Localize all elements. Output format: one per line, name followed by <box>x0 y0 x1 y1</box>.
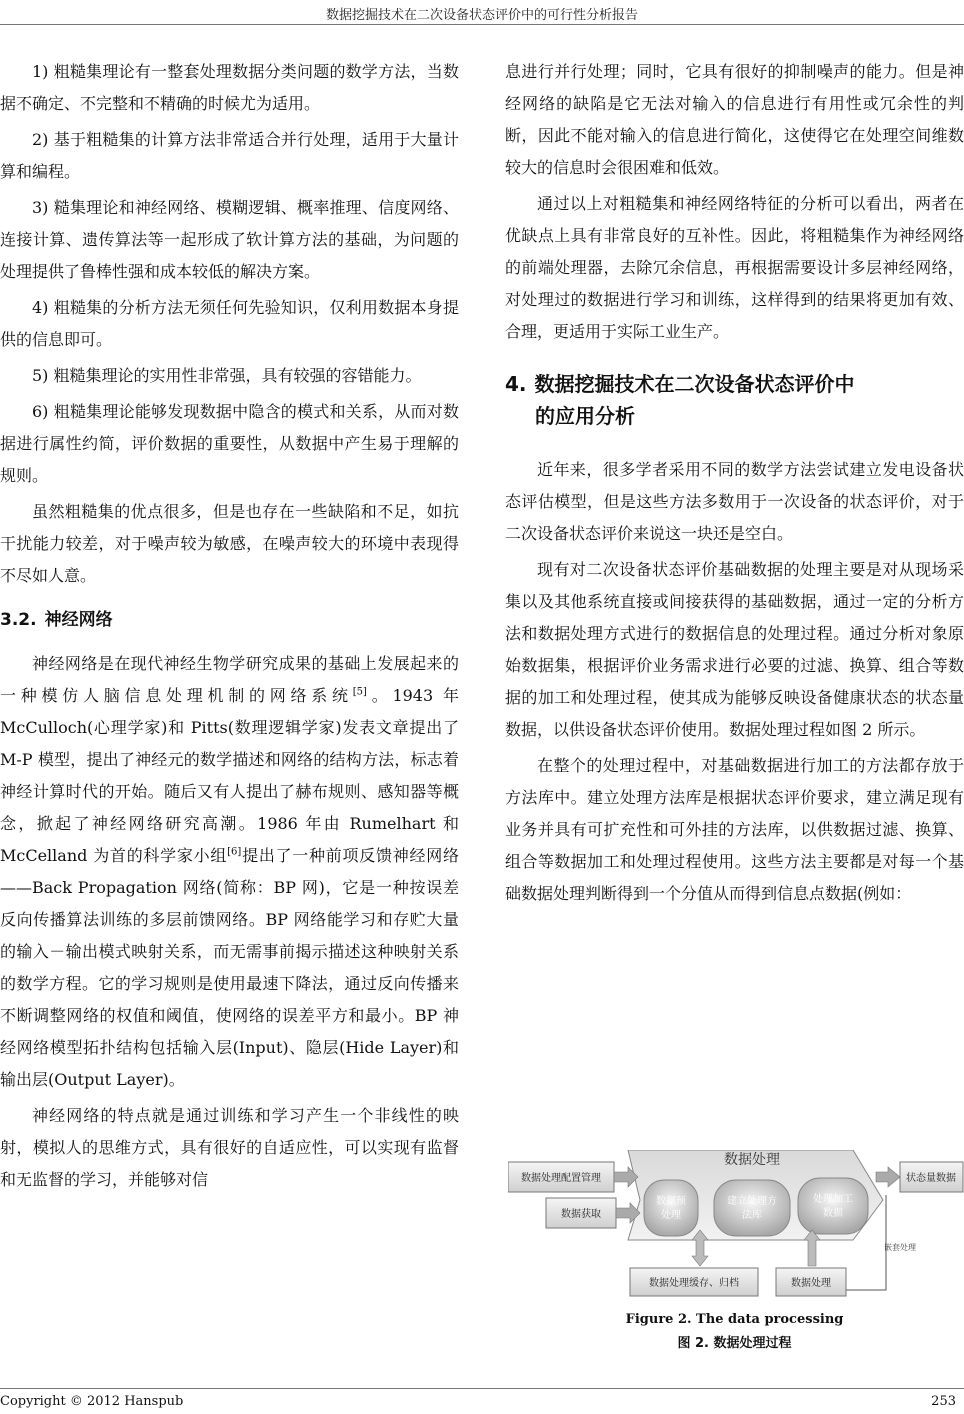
section-heading-3-2 <box>0 606 459 634</box>
citation-ref-5[interactable]: [5] <box>352 686 367 698</box>
section-title-line2: 的应用分析 <box>535 404 635 428</box>
box-config-label: 数据处理配置管理 <box>521 1173 601 1184</box>
figure-caption-zh: 图 2. 数据处理过程 <box>677 1336 792 1351</box>
stage-preprocess <box>644 1180 698 1236</box>
nested-loop-label: 嵌套处理 <box>884 1243 916 1252</box>
section-number: 4. <box>505 372 527 396</box>
stage-process-data <box>798 1178 868 1234</box>
running-header: 数据挖掘技术在二次设备状态评价中的可行性分析报告 <box>325 8 638 23</box>
paragraph-rough-drawbacks: 虽然粗糙集的优点很多，但是也存在一些缺陷和不足，如抗干扰能力较差，对于噪声较为敏感，在噪声较大的环境中表现得不尽如人意。 <box>0 502 459 585</box>
page-number: 253 <box>931 1394 956 1409</box>
text-run: 提出了一种前项反馈神经网络——Back Propagation 网络(简称：BP 网)，它是一种按误差反向传播算法训练的多层前馈网络。BP 网络能学习和存贮大量的输入－输出模式映射关系，而无需事前揭示描述这种映射关系的数学方程。它的学习规则是使用最速下降法，通过反向传播来不断调整网络的权值和阈值，使网络的误差平方和最小。BP 神经网络模型拓扑结构包括输入层(Input)、隐层(Hide Layer)和输出层(Output Layer)。 <box>0 846 459 1089</box>
footer-rule <box>0 1388 964 1389</box>
section-number: 3.2. <box>0 610 37 630</box>
paragraph-method-library: 在整个的处理过程中，对基础数据进行加工的方法都存放于方法库中。建立处理方法库是根据状态评价要求，建立满足现有业务并具有可扩充性和可外挂的方法库，以供数据过滤、换算、组合等数据加工和处理过程使用。这些方法主要都是对每一个基础数据处理判断得到一个分值从而得到信息点数据(例如： <box>505 756 964 903</box>
header-rule <box>0 24 964 25</box>
stage-method-library <box>714 1180 790 1236</box>
paragraph-processing: 现有对二次设备状态评价基础数据的处理主要是对从现场采集以及其他系统直接或间接获得的基础数据，通过一定的分析方法和数据处理方式进行的数据信息的处理过程。通过分析对象原始数据集，根据评价业务需求进行必要的过滤、换算、组合等数据的加工和处理过程，使其成为能够反映设备健康状态的状态量数据，以供设备状态评价使用。数据处理过程如图 2 所示。 <box>505 560 964 739</box>
stage-preprocess-label: 处理 <box>661 1210 681 1221</box>
list-item: 6) 粗糙集理论能够发现数据中隐含的模式和关系，从而对数据进行属性约简，评价数据的重要性，从数据中产生易于理解的规则。 <box>0 402 459 485</box>
list-item: 2) 基于粗糙集的计算方法非常适合并行处理，适用于大量计算和编程。 <box>0 130 459 181</box>
process-title: 数据处理 <box>724 1152 780 1168</box>
stage-preprocess-label: 数据预 <box>656 1196 686 1207</box>
list-item: 5) 粗糙集理论的实用性非常强，具有较强的容错能力。 <box>32 366 422 385</box>
section-title: 神经网络 <box>44 610 113 630</box>
list-item: 4) 粗糙集的分析方法无须任何先验知识，仅利用数据本身提供的信息即可。 <box>0 298 459 349</box>
figure-caption-en: Figure 2. The data processing <box>625 1312 844 1327</box>
box-output-label: 状态量数据 <box>906 1173 956 1184</box>
text-run: 神经网络是在现代神经生物学研究成果的基础上发展起来的一种模仿人脑信息处理机制的网络系统 <box>0 654 459 705</box>
left-column <box>0 56 459 1200</box>
box-acquire-label: 数据获取 <box>561 1209 601 1220</box>
box-cache-label: 数据处理缓存、归档 <box>649 1278 739 1289</box>
stage-library-label: 建立处理方 <box>727 1196 777 1207</box>
stage-library-label: 法库 <box>742 1210 762 1221</box>
paragraph-continued: 息进行并行处理；同时，它具有很好的抑制噪声的能力。但是神经网络的缺陷是它无法对输入的信息进行有用性或冗余性的判断，因此不能对输入的信息进行简化，这使得它在处理空间维数较大的信息时会很困难和低效。 <box>505 62 964 177</box>
list-item: 1) 粗糙集理论有一整套处理数据分类问题的数学方法，当数据不确定、不完整和不精确的时候尤为适用。 <box>0 62 459 113</box>
paragraph-intro: 近年来，很多学者采用不同的数学方法尝试建立发电设备状态评估模型，但是这些方法多数用于一次设备的状态评价，对于二次设备状态评价来说这一块还是空白。 <box>505 460 964 543</box>
section-heading-4 <box>505 368 964 432</box>
paragraph-nn-features: 神经网络的特点就是通过训练和学习产生一个非线性的映射，模拟人的思维方式，具有很好的自适应性，可以实现有监督和无监督的学习，并能够对信 <box>0 1106 459 1189</box>
section-title-line1: 数据挖掘技术在二次设备状态评价中 <box>534 372 855 396</box>
paragraph-summary: 通过以上对粗糙集和神经网络特征的分析可以看出，两者在优缺点上具有非常良好的互补性。因此，将粗糙集作为神经网络的前端处理器，去除冗余信息，再根据需要设计多层神经网络，对处理过的数据进行学习和训练，这样得到的结果将更加有效、合理，更适用于实际工业生产。 <box>505 194 964 341</box>
list-item: 3) 糙集理论和神经网络、模糊逻辑、概率推理、信度网络、连接计算、遗传算法等一起形成了软计算方法的基础，为问题的处理提供了鲁棒性强和成本较低的解决方案。 <box>0 198 459 281</box>
stage-process-label: 数据 <box>823 1208 843 1219</box>
footer-copyright: Copyright © 2012 Hanspub <box>0 1394 184 1409</box>
text-run: 。1943 年 McCulloch(心理学家)和 Pitts(数理逻辑学家)发表文章提出了 M-P 模型，提出了神经元的数学描述和网络的结构方法，标志着神经计算时代的开始。随后又有人提出了赫布规则、感知器等概念，掀起了神经网络研究高潮。1986 年由 Rumelhart 和 McCelland 为首的科学家小组 <box>0 686 459 865</box>
right-column <box>505 56 964 914</box>
citation-ref-6[interactable]: [6] <box>227 846 242 858</box>
box-dp-label: 数据处理 <box>791 1278 831 1289</box>
arrow-right-icon <box>876 1167 900 1187</box>
stage-process-label: 处理加工 <box>813 1194 853 1205</box>
paragraph-neural-network <box>0 648 459 1096</box>
